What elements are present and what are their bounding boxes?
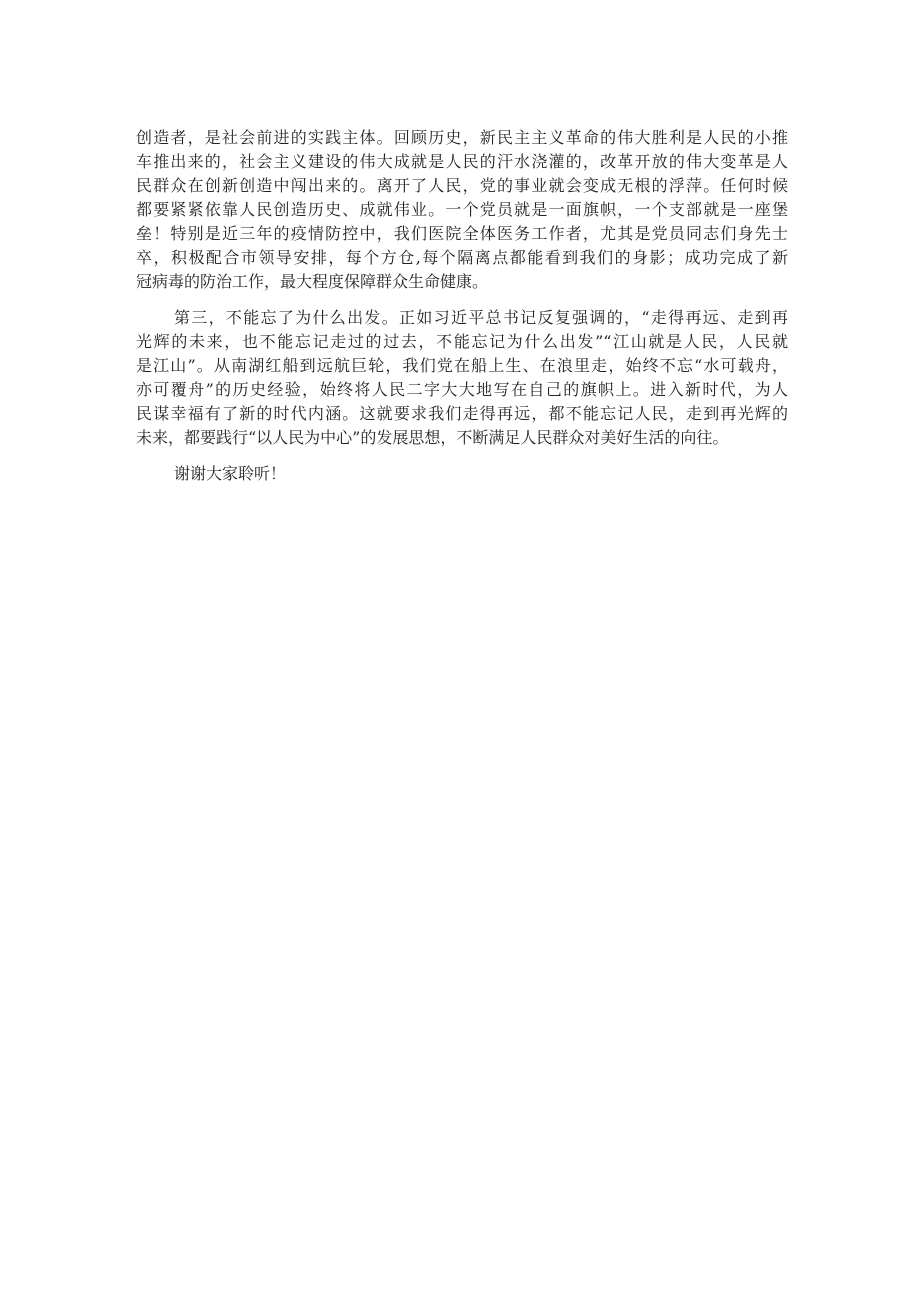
closing-line: 谢谢大家聆听！ (174, 464, 287, 483)
text-line: 垒！特别是近三年的疫情防控中，我们医院全体医务工作者，尤其是党员同志们身先士 (136, 224, 788, 243)
text-line: 是江山”。从南湖红船到远航巨轮，我们党在船上生、在浪里走，始终不忘“水可载舟， (136, 356, 788, 375)
text-line: 光辉的未来，也不能忘记走过的过去，不能忘记为什么出发”“江山就是人民，人民就 (136, 332, 788, 351)
text-line: 冠病毒的防治工作，最大程度保障群众生命健康。 (136, 272, 489, 291)
text-line: 第三，不能忘了为什么出发。正如习近平总书记反复强调的，“走得再远、走到再 (174, 308, 788, 327)
paragraph-2 (136, 306, 788, 450)
text-line: 未来，都要践行“以人民为中心”的发展思想，不断满足人民群众对美好生活的向往。 (136, 428, 729, 447)
text-line: 民谋幸福有了新的时代内涵。这就要求我们走得再远，都不能忘记人民，走到再光辉的 (136, 404, 788, 423)
text-line: 卒，积极配合市领导安排，每个方仓,每个隔离点都能看到我们的身影；成功完成了新 (136, 248, 788, 267)
paragraph-3 (136, 462, 788, 486)
document-body (136, 126, 788, 498)
text-line: 都要紧紧依靠人民创造历史、成就伟业。一个党员就是一面旗帜，一个支部就是一座堡 (136, 200, 788, 219)
text-line: 亦可覆舟”的历史经验，始终将人民二字大大地写在自己的旗帜上。进入新时代，为人 (136, 380, 788, 399)
text-line: 民群众在创新创造中闯出来的。离开了人民，党的事业就会变成无根的浮萍。任何时候 (136, 176, 788, 195)
text-line: 车推出来的，社会主义建设的伟大成就是人民的汗水浇灌的，改革开放的伟大变革是人 (136, 152, 788, 171)
paragraph-1 (136, 126, 788, 294)
text-line: 创造者，是社会前进的实践主体。回顾历史，新民主主义革命的伟大胜利是人民的小推 (136, 128, 788, 147)
